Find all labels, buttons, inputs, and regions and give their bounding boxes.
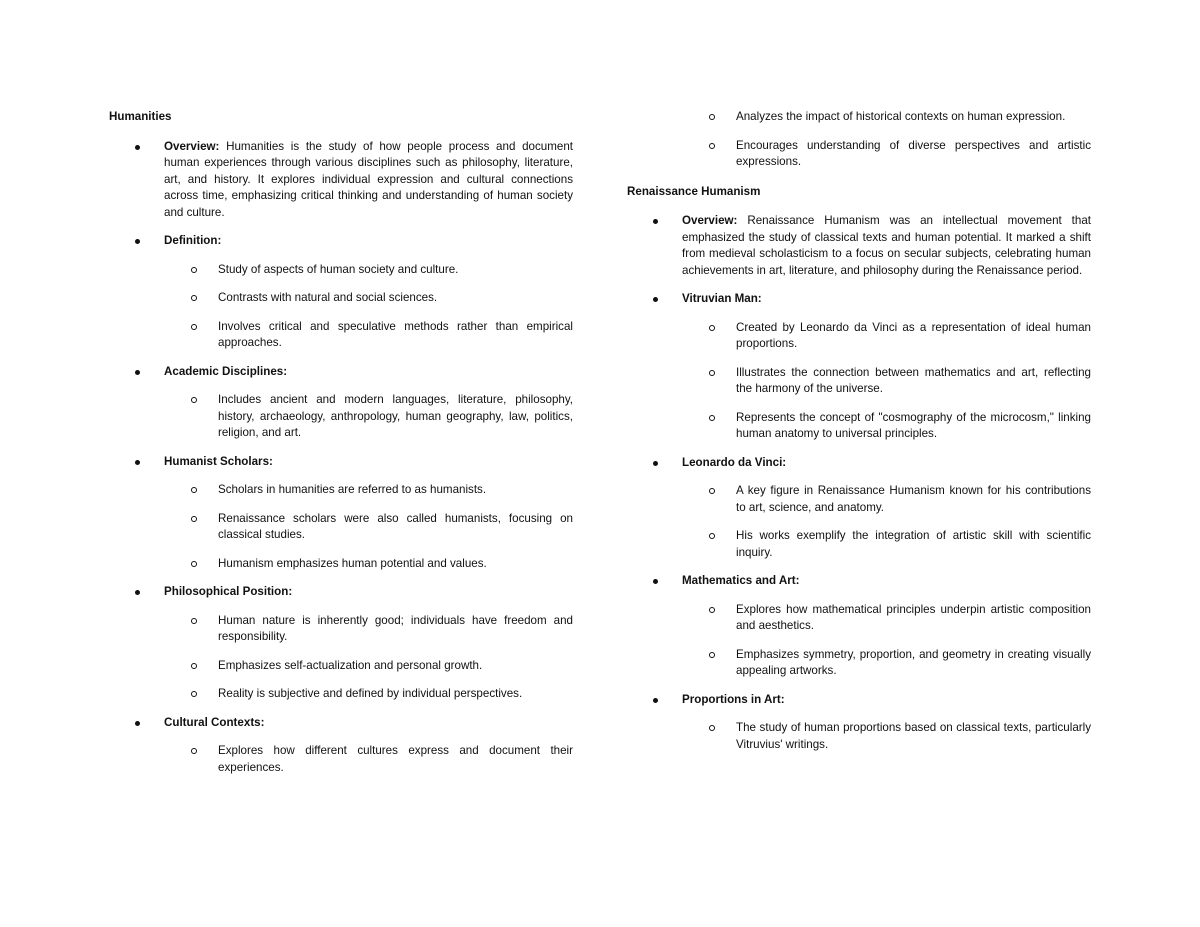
bullet-text xyxy=(682,291,1091,308)
bullet-item xyxy=(109,584,573,601)
sub-bullet-circle-icon xyxy=(191,267,197,273)
bullet-body: Renaissance Humanism was an intellectual movement that emphasized the study of classical texts and human potential. It marked a shift from medieval scholasticism to a focus on secular subjects, celebrating human achievements in art, literature, and philosophy during the Renaissance period. xyxy=(682,214,1091,277)
section-title-humanities: Humanities xyxy=(109,110,172,123)
bullet-text xyxy=(164,584,573,601)
sub-item-text: Scholars in humanities are referred to as humanists. xyxy=(218,483,487,496)
renaissance-list xyxy=(627,213,1091,753)
bullet-heading: Overview: xyxy=(682,214,738,227)
bullet-text xyxy=(682,573,1091,590)
sub-item-text: Includes ancient and modern languages, literature, philosophy, history, archaeology, anthropology, human geography, law, politics, religion, and art. xyxy=(218,393,573,439)
sub-list-item xyxy=(109,658,573,675)
bullet-dot-icon xyxy=(135,145,140,150)
bullet-item xyxy=(109,715,573,732)
section-title-renaissance-humanism: Renaissance Humanism xyxy=(627,184,761,198)
bullet-text xyxy=(164,715,573,732)
sub-item-text: Humanism emphasizes human potential and values. xyxy=(218,556,487,570)
bullet-dot-icon xyxy=(135,721,140,726)
sub-bullet-circle-icon xyxy=(709,114,715,120)
sub-item-text: Involves critical and speculative methods rather than empirical approaches. xyxy=(218,319,573,349)
bullet-heading: Leonardo da Vinci: xyxy=(682,455,787,469)
bullet-dot-icon xyxy=(653,297,658,302)
sub-list-item xyxy=(627,365,1091,398)
bullet-item xyxy=(109,364,573,381)
bullet-text xyxy=(682,455,1091,472)
bullet-text xyxy=(164,364,573,381)
bullet-item xyxy=(109,139,573,222)
bullet-item xyxy=(627,455,1091,472)
sub-list-item xyxy=(627,483,1091,516)
sub-item-text: Emphasizes symmetry, proportion, and geometry in creating visually appealing artworks. xyxy=(736,647,1091,677)
sub-item-text: Created by Leonardo da Vinci as a representation of ideal human proportions. xyxy=(736,320,1091,350)
continued-sub-list xyxy=(627,109,1091,171)
sub-bullet-circle-icon xyxy=(191,748,197,754)
sub-item-text: Study of aspects of human society and culture. xyxy=(218,262,459,276)
right-column xyxy=(627,109,1091,765)
sub-item-text: Represents the concept of "cosmography of the microcosm," linking human anatomy to universal principles. xyxy=(736,410,1091,440)
sub-bullet-circle-icon xyxy=(191,324,197,330)
sub-bullet-circle-icon xyxy=(709,370,715,376)
sub-item-text: A key figure in Renaissance Humanism known for his contributions to art, science, and anatomy. xyxy=(736,484,1091,514)
sub-item-text: Renaissance scholars were also called humanists, focusing on classical studies. xyxy=(218,511,573,541)
bullet-item xyxy=(627,573,1091,590)
sub-item-text: Explores how different cultures express and document their experiences. xyxy=(218,744,573,774)
bullet-item xyxy=(627,213,1091,279)
sub-bullet-circle-icon xyxy=(191,561,197,567)
sub-bullet-circle-icon xyxy=(709,488,715,494)
sub-bullet-circle-icon xyxy=(709,652,715,658)
sub-list-item xyxy=(627,528,1091,561)
sub-bullet-circle-icon xyxy=(191,397,197,403)
sub-list-item xyxy=(627,320,1091,353)
sub-list-item xyxy=(109,319,573,352)
sub-list-item xyxy=(627,602,1091,635)
bullet-dot-icon xyxy=(653,698,658,703)
bullet-heading: Philosophical Position: xyxy=(164,585,293,598)
sub-item-text: Explores how mathematical principles underpin artistic composition and aesthetics. xyxy=(736,602,1091,632)
bullet-heading: Academic Disciplines: xyxy=(164,364,288,378)
sub-bullet-circle-icon xyxy=(191,691,197,697)
bullet-heading: Cultural Contexts: xyxy=(164,715,265,729)
bullet-dot-icon xyxy=(653,219,658,224)
humanities-list xyxy=(109,139,573,777)
sub-bullet-circle-icon xyxy=(191,487,197,493)
bullet-dot-icon xyxy=(653,461,658,466)
sub-bullet-circle-icon xyxy=(709,143,715,149)
bullet-text xyxy=(164,139,573,222)
sub-list-item xyxy=(627,720,1091,753)
sub-bullet-circle-icon xyxy=(709,415,715,421)
sub-list-item xyxy=(109,290,573,307)
bullet-dot-icon xyxy=(653,579,658,584)
sub-bullet-circle-icon xyxy=(709,533,715,539)
sub-item-text: Emphasizes self-actualization and personal growth. xyxy=(218,658,483,672)
bullet-item xyxy=(109,233,573,250)
bullet-heading: Mathematics and Art: xyxy=(682,574,800,587)
sub-bullet-circle-icon xyxy=(191,295,197,301)
sub-list-item xyxy=(109,743,573,776)
bullet-body: Humanities is the study of how people process and document human experiences through various disciplines such as philosophy, literature, art, and history. It explores individual expression and cultural connections across time, emphasizing critical thinking and understanding of human society and culture. xyxy=(164,139,573,219)
sub-item-text: Analyzes the impact of historical contexts on human expression. xyxy=(736,110,1066,123)
sub-bullet-circle-icon xyxy=(191,618,197,624)
sub-item-text: The study of human proportions based on classical texts, particularly Vitruvius' writings. xyxy=(736,721,1091,751)
bullet-dot-icon xyxy=(135,370,140,375)
bullet-dot-icon xyxy=(135,590,140,595)
sub-item-text: Contrasts with natural and social sciences. xyxy=(218,291,438,304)
bullet-item xyxy=(109,454,573,471)
sub-bullet-circle-icon xyxy=(709,325,715,331)
bullet-heading: Definition: xyxy=(164,234,222,247)
bullet-heading: Overview: xyxy=(164,139,220,153)
sub-bullet-circle-icon xyxy=(709,607,715,613)
sub-list-item xyxy=(109,482,573,499)
sub-item-text: His works exemplify the integration of artistic skill with scientific inquiry. xyxy=(736,529,1091,559)
sub-item-text: Human nature is inherently good; individuals have freedom and responsibility. xyxy=(218,613,573,643)
bullet-item xyxy=(627,692,1091,709)
sub-bullet-circle-icon xyxy=(709,725,715,731)
bullet-item xyxy=(627,291,1091,308)
bullet-dot-icon xyxy=(135,239,140,244)
sub-bullet-circle-icon xyxy=(191,516,197,522)
sub-list-item xyxy=(109,613,573,646)
left-column xyxy=(109,109,573,788)
bullet-text xyxy=(682,692,1091,709)
sub-item-text: Reality is subjective and defined by individual perspectives. xyxy=(218,687,523,700)
bullet-text xyxy=(164,233,573,250)
sub-list-item xyxy=(627,647,1091,680)
bullet-heading: Humanist Scholars: xyxy=(164,454,273,468)
sub-item-text: Encourages understanding of diverse perspectives and artistic expressions. xyxy=(736,138,1091,168)
sub-list-item xyxy=(627,109,1091,126)
bullet-heading: Vitruvian Man: xyxy=(682,292,762,305)
sub-list-item xyxy=(627,410,1091,443)
sub-list-item xyxy=(109,511,573,544)
sub-list-item xyxy=(109,392,573,442)
sub-item-text: Illustrates the connection between mathematics and art, reflecting the harmony of the universe. xyxy=(736,365,1091,395)
bullet-dot-icon xyxy=(135,460,140,465)
sub-bullet-circle-icon xyxy=(191,663,197,669)
bullet-text xyxy=(682,213,1091,279)
sub-list-item xyxy=(109,686,573,703)
bullet-heading: Proportions in Art: xyxy=(682,692,785,706)
sub-list-item xyxy=(109,262,573,279)
bullet-text xyxy=(164,454,573,471)
sub-list-item xyxy=(109,556,573,573)
sub-list-item xyxy=(627,138,1091,171)
